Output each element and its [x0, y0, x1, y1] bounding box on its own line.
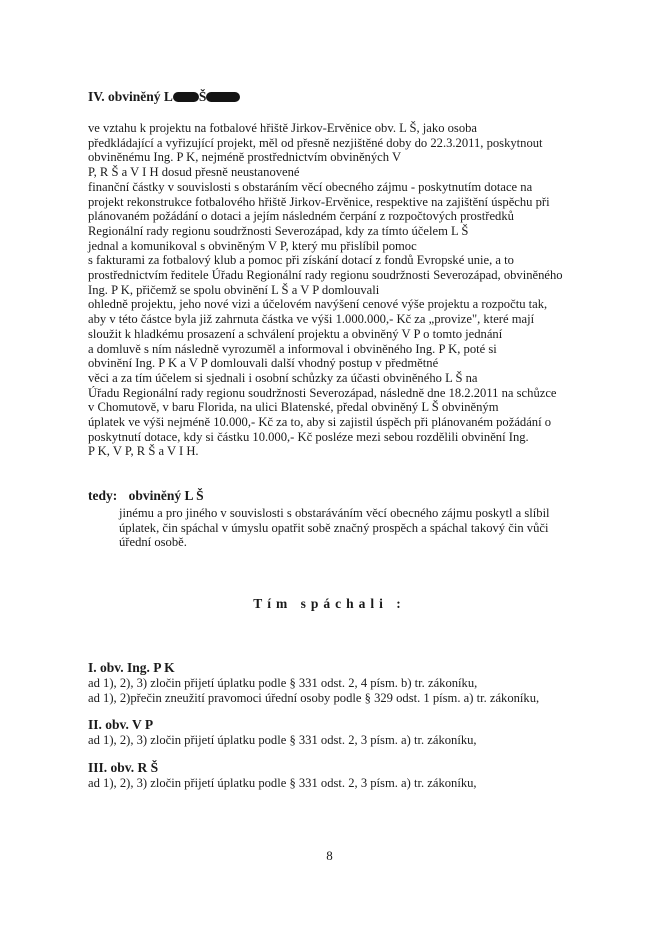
body-line: finanční částky v souvislosti s obstaráním věcí obecného zájmu - poskytnutím dotace na: [88, 179, 533, 194]
body-paragraph: [88, 121, 571, 459]
body-line: plánovaném požádání o dotaci a jejím následném čerpání z rozpočtových prostředků: [88, 209, 514, 224]
body-line: ve vztahu k projektu na fotbalové hřiště Jirkov-Ervěnice obv. L Š, jako osoba: [88, 121, 478, 135]
tedy-section: [88, 488, 568, 550]
tedy-line: jinému a pro jiného v souvislosti s obstaráváním věcí obecného zájmu poskytl a slíbil: [119, 506, 550, 520]
charge-line: ad 1), 2), 3) zločin přijetí úplatku podle § 331 odst. 2, 3 písm. a) tr. zákoníku,: [88, 776, 477, 791]
tedy-label: tedy:: [88, 488, 118, 503]
accused-heading: II. obv. V P: [88, 717, 154, 733]
body-line: Regionální rady regionu soudržnosti Severozápad, kdy za tímto účelem L Š: [88, 223, 469, 238]
body-line: Úřadu Regionální rady regionu soudržnosti Severozápad, následně dne 18.2.2011 na schůzce: [88, 385, 557, 400]
body-line: projekt rekonstrukce fotbalového hřiště Jirkov-Ervěnice, respektive na zajištění úspěchu při: [88, 194, 550, 209]
body-line: úplatek ve výši nejméně 10.000,- Kč za to, aby si zajistil úspěch při plánovaném požádání o: [88, 415, 552, 430]
body-line: a domluvě s ním následně vyrozuměl a informoval i obviněného Ing. P K, poté si: [88, 341, 497, 356]
body-line: předkládající a vyřizující projekt, měl od přesně nezjištěné doby do 22.3.2011, poskytnout: [88, 135, 543, 150]
accused-block: [88, 660, 568, 705]
body-line: jednal a komunikoval s obviněným V P, který mu přislíbil pomoc: [88, 238, 417, 253]
body-line: poskytnutí dotace, kdy si částku 10.000,- Kč posléze mezi sebou rozdělili obvinění Ing.: [88, 429, 529, 444]
tedy-line: úplatek, čin spáchal v úmyslu opatřit sobě značný prospěch a spáchal takový čin vůči: [119, 520, 549, 535]
body-line: ohledně projektu, jeho nové vizi a účelovém navýšení cenové výše projektu a rozpočtu tak,: [88, 297, 548, 312]
accused-block: [88, 760, 568, 791]
body-line: aby v této částce byla již zahrnuta částka ve výši 1.000.000,- Kč za „provize", které mají: [88, 312, 535, 327]
tedy-line: úřední osobě.: [119, 535, 187, 550]
accused-heading: I. obv. Ing. P K: [88, 660, 175, 675]
section-heading: IV. obviněný L Š: [88, 89, 240, 105]
page-number: 8: [326, 848, 333, 863]
charge-line: ad 1), 2), 3) zločin přijetí úplatku podle § 331 odst. 2, 3 písm. a) tr. zákoníku,: [88, 733, 477, 748]
accused-list: [88, 660, 568, 791]
body-line: s fakturami za fotbalový klub a pomoc při získání dotací z fondů Evropské unie, a to: [88, 253, 514, 268]
body-line: prostřednictvím ředitele Úřadu Regionální rady regionu soudržnosti Severozápad, obviněného: [88, 268, 563, 283]
charge-line: ad 1), 2)přečin zneužití pravomoci úřední osoby podle § 329 odst. 1 písm. a) tr. zákoníku,: [88, 690, 540, 705]
body-line: sloužit k hladkému prosazení a schválení projektu a obviněný V P o tomto jednání: [88, 326, 503, 341]
body-line: Ing. P K, přičemž se spolu obvinění L Š a V P domlouvali: [88, 282, 380, 297]
accused-heading: III. obv. R Š: [88, 760, 159, 776]
body-line: v Chomutově, v baru Florida, na ulici Blatenské, předal obviněný L Š obviněným: [88, 400, 499, 415]
body-line: obviněnému Ing. P K, nejméně prostřednictvím obviněných V: [88, 150, 402, 165]
body-line: P K, V P, R Š a V I H.: [88, 444, 199, 459]
tim-spachali-heading: Tím spáchali :: [253, 596, 406, 611]
charge-line: ad 1), 2), 3) zločin přijetí úplatku podle § 331 odst. 2, 4 písm. b) tr. zákoníku,: [88, 676, 478, 690]
tedy-person: obviněný L Š: [128, 488, 204, 503]
accused-block: [88, 717, 568, 748]
body-line: P, R Š a V I H dosud přesně neustanovené: [88, 165, 300, 180]
body-line: věci a za tím účelem si sjednali i osobní schůzky za účasti obviněného L Š na: [88, 370, 478, 385]
body-line: obvinění Ing. P K a V P domlouvali další vhodný postup v předmětné: [88, 356, 439, 371]
